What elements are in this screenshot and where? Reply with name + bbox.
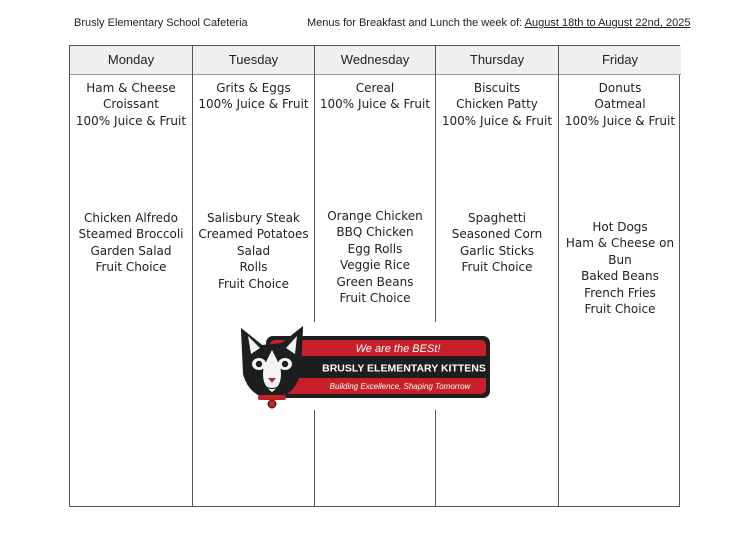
breakfast-menu	[70, 80, 192, 129]
column-monday	[70, 46, 193, 506]
lunch-menu	[315, 208, 435, 306]
menu-item: 100% Juice & Fruit	[441, 113, 553, 128]
menu-item: Ham & Cheese on	[565, 236, 675, 251]
logo-tagline: Building Excellence, Shaping Tomorrow	[329, 382, 471, 391]
menu-item: Orange Chicken	[327, 209, 423, 223]
menu-table	[69, 45, 680, 507]
menu-item: Fruit Choice	[584, 302, 656, 317]
day-header: Monday	[70, 46, 192, 75]
menu-item: Biscuits	[473, 81, 521, 95]
lunch-menu	[193, 210, 314, 292]
menu-item: Donuts	[598, 81, 642, 95]
menu-item: Chicken Alfredo	[83, 211, 179, 225]
lunch-menu	[559, 219, 681, 317]
breakfast-menu	[193, 80, 314, 113]
menu-item: Salisbury Steak	[207, 211, 300, 225]
menu-item: Egg Rolls	[347, 241, 403, 256]
menu-item: Garlic Sticks	[459, 243, 535, 258]
menu-item: Rolls	[239, 260, 268, 275]
logo-school-name: BRUSLY ELEMENTARY KITTENS	[322, 362, 486, 375]
menu-item: Bun	[608, 252, 632, 267]
breakfast-menu	[315, 80, 435, 113]
column-thursday	[436, 46, 559, 506]
school-logo	[238, 322, 494, 410]
menu-item: French Fries	[584, 285, 656, 300]
menu-item: Cereal	[355, 81, 395, 95]
menu-item: 100% Juice & Fruit	[564, 113, 676, 128]
menu-item: Oatmeal	[594, 97, 646, 112]
kitten-logo-graphic	[238, 322, 494, 410]
menu-item: Steamed Broccoli	[78, 227, 184, 242]
menu-item: Garden Salad	[90, 243, 172, 258]
menu-item: Fruit Choice	[461, 260, 533, 275]
menu-item: Hot Dogs	[592, 220, 648, 234]
menu-date-range: August 18th to August 22nd, 2025	[524, 17, 691, 29]
menu-week-heading	[307, 17, 690, 29]
menu-item: 100% Juice & Fruit	[319, 97, 431, 112]
logo-slogan: We are the BESt!	[355, 343, 441, 355]
menu-item: Veggie Rice	[339, 258, 411, 273]
breakfast-menu	[436, 80, 558, 129]
menu-item: Spaghetti	[468, 211, 526, 225]
menu-item: Creamed Potatoes	[198, 227, 309, 242]
day-header: Friday	[559, 46, 681, 75]
menu-item: 100% Juice & Fruit	[198, 97, 309, 112]
menu-item: Chicken Patty	[456, 97, 538, 112]
day-header: Thursday	[436, 46, 558, 75]
menu-item: Fruit Choice	[95, 260, 167, 275]
menu-item: Salad	[236, 243, 271, 258]
column-tuesday	[193, 46, 315, 506]
column-wednesday	[315, 46, 436, 506]
breakfast-menu	[559, 80, 681, 129]
menu-week-prefix: Menus for Breakfast and Lunch the week of:	[307, 17, 523, 29]
column-friday	[559, 46, 681, 506]
menu-item: Seasoned Corn	[451, 227, 543, 242]
menu-item: Ham & Cheese	[86, 81, 176, 95]
menu-item: Grits & Eggs	[216, 81, 291, 95]
day-header: Tuesday	[193, 46, 314, 75]
menu-item: Green Beans	[336, 274, 414, 289]
day-header: Wednesday	[315, 46, 435, 75]
menu-item: Fruit Choice	[339, 291, 411, 306]
lunch-menu	[436, 210, 558, 276]
menu-item: Fruit Choice	[217, 276, 290, 291]
menu-item: BBQ Chicken	[336, 225, 414, 240]
lunch-menu	[70, 210, 192, 276]
school-name: Brusly Elementary School Cafeteria	[74, 17, 248, 29]
menu-item: 100% Juice & Fruit	[75, 113, 187, 128]
menu-item: Baked Beans	[581, 269, 659, 284]
menu-item: Croissant	[103, 97, 159, 112]
